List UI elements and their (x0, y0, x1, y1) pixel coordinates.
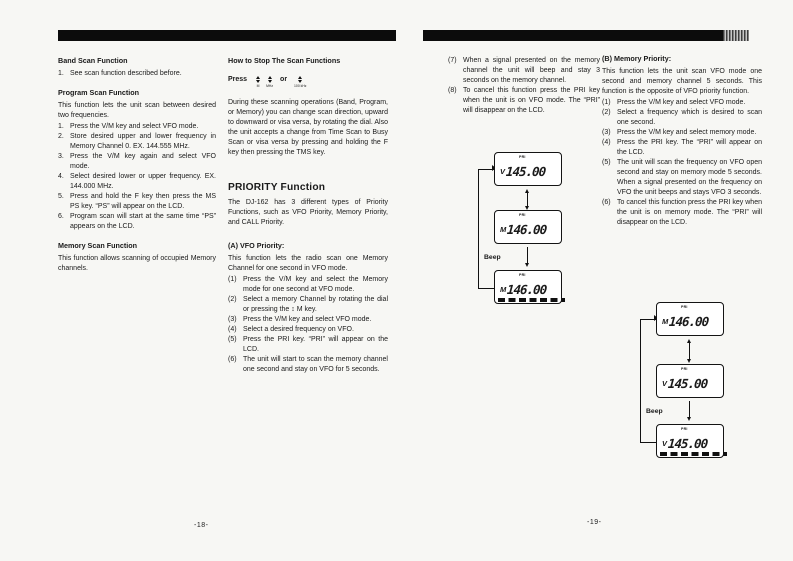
press-label: Press (228, 76, 248, 83)
memory-priority-scan-diagram (630, 296, 740, 468)
frequency-readout: 145.00 (505, 163, 546, 179)
item-text: Select a desired frequency on VFO. (243, 326, 354, 333)
mode-letter: M (500, 284, 507, 294)
item-text: The unit will start to scan the memory channel one second and stay on VFO for 5 seconds. (243, 356, 388, 373)
scan-down-arrow-icon (527, 247, 528, 264)
item-number: (5) (228, 336, 237, 343)
item-text: Select a frequency which is desired to scan one second. (617, 109, 762, 126)
item-text: Press and hold the F key then press the MS PS key. “PS” will appear on the LCD. (70, 193, 216, 210)
key-label: 100 kHz (294, 84, 307, 88)
section-heading: (B) Memory Priority: (602, 54, 672, 63)
page19-column-2 (602, 54, 762, 228)
item-text: Program scan will start at the same time “PS” appears on the LCD. (70, 213, 216, 230)
section-heading: How to Stop The Scan Functions (228, 56, 341, 65)
paragraph: This function lets the unit scan between desired two frequencies. (58, 102, 216, 119)
item-text: Press the V/M key again and select VFO mode. (70, 153, 216, 170)
lcd-display (494, 210, 562, 244)
item-number: (2) (602, 109, 611, 116)
item-text: Select a memory Channel by rotating the dial or pressing the ↕ M key. (243, 296, 388, 313)
frequency-readout: 145.00 (667, 435, 708, 451)
down-arrow-icon (256, 80, 260, 83)
updown-key-100khz (294, 75, 306, 88)
item-number: 1. (58, 123, 64, 130)
mode-letter: M (500, 224, 507, 234)
item-number: 5. (58, 193, 64, 200)
down-arrow-icon (268, 80, 272, 83)
loop-arrow-icon (640, 319, 656, 443)
pri-indicator: PRI (519, 272, 526, 277)
item-number: (6) (602, 199, 611, 206)
page-number-left: -18- (194, 522, 209, 529)
section-heading: Program Scan Function (58, 88, 140, 97)
item-text: When a signal presented on the memory channel the unit will beep and stay 3 seconds on the memory channel. (463, 57, 600, 84)
lcd-display (494, 152, 562, 186)
header-bar-left (58, 30, 396, 41)
list-item (58, 212, 216, 232)
item-text: See scan function described before. (70, 70, 182, 77)
item-number: (4) (228, 326, 237, 333)
scan-down-arrow-icon (689, 401, 690, 418)
updown-key-m (256, 75, 260, 88)
item-text: Press the V/M key and select VFO mode. (617, 99, 746, 106)
item-number: (4) (602, 139, 611, 146)
mode-letter: V (500, 166, 506, 176)
item-number: 3. (58, 153, 64, 160)
list-item (228, 295, 388, 315)
pri-indicator: PRI (681, 366, 688, 371)
or-label: or (280, 76, 288, 83)
paragraph: This function lets the radio scan one Memory Channel for one second in VFO mode. (228, 255, 388, 272)
section-heading: Band Scan Function (58, 56, 128, 65)
priority-function-title: PRIORITY Function (228, 182, 326, 193)
up-arrow-icon (268, 76, 272, 79)
item-number: 6. (58, 213, 64, 220)
pri-indicator: PRI (681, 304, 688, 309)
down-arrow-icon (298, 80, 302, 83)
list-item (602, 198, 762, 228)
mode-letter: V (662, 378, 668, 388)
list-item (602, 128, 762, 138)
page18-column-1 (58, 56, 216, 275)
item-text: Press the V/M key and select VFO mode. (70, 123, 199, 130)
item-number: (3) (228, 316, 237, 323)
list-item (58, 69, 216, 79)
scan-updown-arrow-icon (689, 341, 690, 360)
list-item (228, 315, 388, 325)
mode-letter: M (662, 316, 669, 326)
item-text: Press the V/M key and select the Memory mode for one second at VFO mode. (243, 276, 388, 293)
list-item (58, 152, 216, 172)
frequency-readout: 146.00 (506, 281, 547, 297)
item-text: The unit will scan the frequency on VFO open second and stay on memory mode 5 seconds. When a signal presented on the frequency on VFO the unit beeps and stays VFO 3 seconds. (617, 159, 762, 196)
page-number-right: -19- (587, 519, 602, 526)
list-item (602, 108, 762, 128)
list-item (602, 138, 762, 158)
item-text: To cancel this function press the PRI key when the unit is on memory mode. The “PRI” will disappear on the LCD. (617, 199, 762, 226)
pri-indicator: PRI (681, 426, 688, 431)
list-item (228, 335, 388, 355)
list-item (448, 86, 600, 116)
list-item (448, 56, 600, 86)
lcd-display (494, 270, 562, 304)
item-number: (5) (602, 159, 611, 166)
press-instruction (228, 75, 388, 88)
item-number: (1) (602, 99, 611, 106)
pri-indicator: PRI (519, 154, 526, 159)
key-label: M (256, 84, 260, 88)
item-number: (6) (228, 356, 237, 363)
list-item (228, 355, 388, 375)
paragraph: This function allows scanning of occupied Memory channels. (58, 255, 216, 272)
signal-bar-icon (660, 452, 727, 455)
list-item (602, 98, 762, 108)
vfo-priority-scan-diagram (468, 146, 578, 318)
item-number: 2. (58, 133, 64, 140)
item-text: Press the V/M key and select memory mode. (617, 129, 757, 136)
item-text: Select desired lower or upper frequency. EX. 144.000 MHz. (70, 173, 216, 190)
list-item (58, 192, 216, 212)
beep-label: Beep (484, 254, 501, 261)
header-bar-right (423, 30, 723, 41)
item-text: Press the PRI key. “PRI” will appear on the LCD. (243, 336, 388, 353)
header-bar-stripes-icon (723, 30, 749, 41)
pri-indicator: PRI (519, 212, 526, 217)
beep-label: Beep (646, 408, 663, 415)
item-number: (3) (602, 129, 611, 136)
lcd-display (656, 424, 724, 458)
item-text: To cancel this function press the PRI key when the unit is on VFO mode. The “PRI” will disappear on the LCD. (463, 87, 600, 114)
item-number: (8) (448, 87, 457, 94)
frequency-readout: 145.00 (667, 375, 708, 391)
list-item (58, 122, 216, 132)
frequency-readout: 146.00 (668, 313, 709, 329)
item-text: Press the PRI key. The “PRI” will appear on the LCD. (617, 139, 762, 156)
list-item (228, 275, 388, 295)
paragraph: During these scanning operations (Band, Program, or Memory) you can change scan direction, upward to downward or visa versa, by rotating the dial. Also the unit accepts a change from Time Scan to Busy Scan or visa versa by pressing and holding the F key then pressing the TMS key. (228, 99, 388, 156)
scan-updown-arrow-icon (527, 191, 528, 207)
key-label: MHz (266, 84, 274, 88)
item-text: Press the V/M key and select VFO mode. (243, 316, 372, 323)
item-number: 4. (58, 173, 64, 180)
section-heading: (A) VFO Priority: (228, 241, 285, 250)
section-heading: Memory Scan Function (58, 241, 138, 250)
item-text: Store desired upper and lower frequency in Memory Channel 0. EX. 144.555 MHz. (70, 133, 216, 150)
lcd-display (656, 364, 724, 398)
list-item (58, 172, 216, 192)
item-number: (2) (228, 296, 237, 303)
frequency-readout: 146.00 (506, 221, 547, 237)
up-arrow-icon (256, 76, 260, 79)
paragraph: The DJ-162 has 3 different types of Priority Functions, such as VFO Priority, Memory Priority, and CALL Priority. (228, 199, 388, 226)
list-item (58, 132, 216, 152)
signal-bar-icon (498, 298, 565, 301)
list-item (228, 325, 388, 335)
item-number: (7) (448, 57, 457, 64)
item-number: 1. (58, 70, 64, 77)
loop-arrow-icon (478, 169, 494, 289)
mode-letter: V (662, 438, 668, 448)
item-number: (1) (228, 276, 237, 283)
list-item (602, 158, 762, 198)
up-arrow-icon (298, 76, 302, 79)
paragraph: This function lets the unit scan VFO mode one second and memory channel 5 seconds. This function is the opposite of VFO priority function. (602, 68, 762, 95)
lcd-display (656, 302, 724, 336)
page19-column-1 (448, 56, 600, 116)
updown-key-mhz (266, 75, 273, 88)
page18-column-2 (228, 56, 388, 375)
